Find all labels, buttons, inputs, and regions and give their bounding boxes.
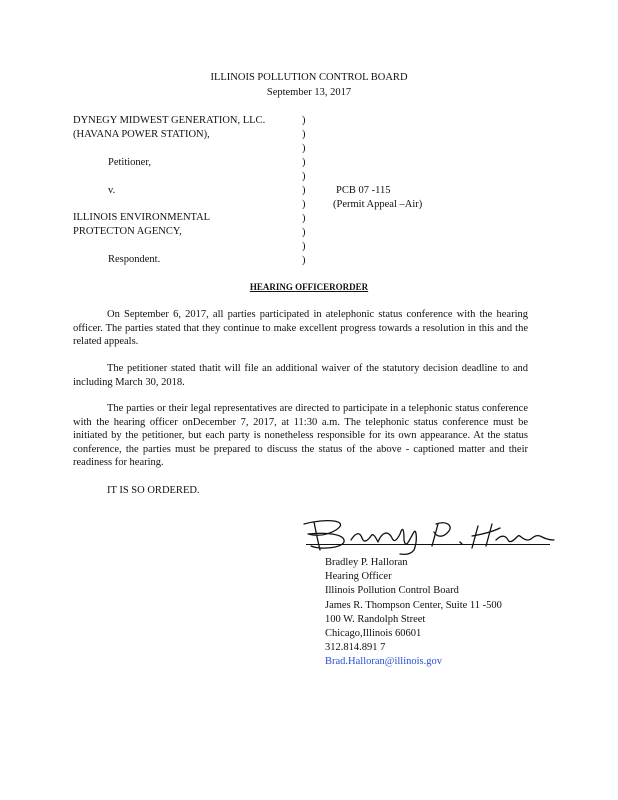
order-date: September 13, 2017 bbox=[266, 87, 352, 98]
signer-organization: Illinois Pollution Control Board bbox=[325, 585, 459, 597]
caption-paren: ) bbox=[302, 115, 306, 126]
petitioner-name-line2: (HAVANA POWER STATION), bbox=[73, 129, 210, 140]
address-line2: 100 W. Randolph Street bbox=[325, 613, 426, 625]
email-link[interactable]: Brad.Halloran@illinois.gov bbox=[325, 656, 442, 668]
address-line1: James R. Thompson Center, Suite 11 -500 bbox=[325, 599, 502, 611]
petitioner-role: Petitioner, bbox=[108, 157, 152, 168]
caption-paren: ) bbox=[302, 171, 306, 182]
respondent-role: Respondent. bbox=[108, 254, 161, 265]
caption-paren: ) bbox=[302, 227, 306, 238]
respondent-name-line2: PROTECTON AGENCY, bbox=[73, 226, 182, 237]
signature-block bbox=[325, 556, 502, 670]
caption-paren: ) bbox=[302, 129, 306, 140]
petitioner-name-line1: DYNEGY MIDWEST GENERATION, LLC. bbox=[73, 115, 266, 126]
order-title: HEARING OFFICERORDER bbox=[249, 282, 369, 292]
agency-title: ILLINOIS POLLUTION CONTROL BOARD bbox=[210, 72, 408, 83]
signature-line bbox=[306, 544, 550, 545]
paragraph-waiver: The petitioner stated thatit will file an additional waiver of the statutory decision deadline to and including March 30, 2018. bbox=[73, 363, 528, 388]
paragraph-next-conference: The parties or their legal representatives are directed to participate in a telephonic status conference with the hearing officer onDecember 7, 2017, at 11:30 a.m. The telephonic status conference must be initiated by the petitioner, but each party is nonetheless responsible for its own appearance. At the status conference, the parties must be prepared to discuss the status of the above - captioned matter and their readiness for hearing. bbox=[73, 403, 528, 468]
signer-name: Bradley P. Halloran bbox=[325, 557, 408, 568]
respondent-name-line1: ILLINOIS ENVIRONMENTAL bbox=[73, 212, 211, 223]
caption-paren: ) bbox=[302, 157, 306, 168]
versus-label: v. bbox=[108, 185, 116, 196]
caption-paren: ) bbox=[302, 241, 306, 252]
caption-paren: ) bbox=[302, 213, 306, 224]
paragraph-status-conference: On September 6, 2017, all parties participated in atelephonic status conference with the hearing officer. The parties stated that they continue to make excellent progress towards a resolution in this and the related appeals. bbox=[73, 309, 528, 347]
case-number: PCB 07 -115 bbox=[336, 185, 391, 196]
paragraph-so-ordered: IT IS SO ORDERED. bbox=[107, 485, 200, 496]
handwritten-signature bbox=[296, 510, 556, 556]
caption-paren: ) bbox=[302, 143, 306, 154]
signer-title: Hearing Officer bbox=[325, 571, 392, 583]
caption-paren: ) bbox=[302, 199, 306, 210]
caption-paren: ) bbox=[302, 255, 306, 266]
case-type: (Permit Appeal –Air) bbox=[333, 199, 423, 210]
phone-number: 312.814.891 7 bbox=[325, 642, 386, 654]
address-city: Chicago,Illinois 60601 bbox=[325, 628, 422, 640]
caption-paren: ) bbox=[302, 185, 306, 196]
